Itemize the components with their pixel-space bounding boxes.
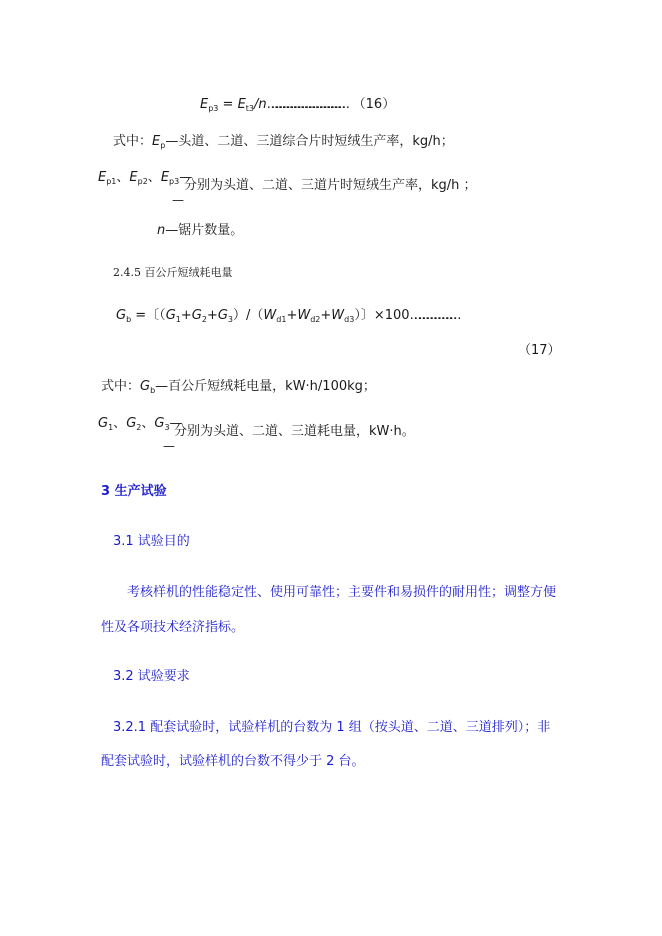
formula-16-lhs: E [200,97,209,112]
formula-16-rhs-sub: t3 [245,104,255,113]
symbol-ep1: E [98,170,107,185]
symbol-ep3-sub: p3 [169,177,180,186]
symbol-ep1-sub: p1 [106,177,117,186]
paragraph-3-1-line-2: 性及各项技术经济指标。 [101,620,245,635]
definition-symbol-sub: b [150,386,156,395]
separator: 、 [141,416,155,431]
formula-16-dots: …………………………………………………… [266,97,341,112]
definition-n [157,223,243,239]
formula-17-g1: G [165,308,176,323]
formula-17-g1-sub: 1 [175,315,181,324]
separator: 、 [116,170,130,185]
definition-prefix: 式中： [113,134,153,149]
wrapped-dash: — [163,439,175,453]
formula-17-g2: G [191,308,202,323]
formula-17 [116,308,452,328]
formula-16-rhs-tail: /n [254,97,267,112]
paragraph-3-1-line-1: 考核样机的性能稳定性、使用可靠性；主要件和易损件的耐用性；调整方便 [127,585,557,600]
separator: 、 [113,416,127,431]
section-3-2-heading: 3.2 试验要求 [113,669,190,684]
formula-17-plus: + [180,308,192,323]
dash: — [179,170,189,185]
section-2-4-5-heading: 2.4.5 百公斤短绒耗电量 [113,266,233,279]
formula-17-w1-sub: d1 [276,315,287,324]
formula-17-lhs-sub: b [126,315,132,324]
formula-16-rhs: E [237,97,246,112]
separator: 、 [147,170,161,185]
formula-17-w2: W [297,308,311,323]
formula-17-part: ）〕×100 [354,308,410,323]
formula-16-lhs-sub: p3 [208,104,219,113]
symbol-g2-sub: 2 [136,423,142,432]
definition-symbol: G [140,379,151,394]
paragraph-3-2-1-line-1: 3.2.1 配套试验时，试验样机的台数为 1 组（按头道、二道、三道排列）；非 [113,720,551,735]
formula-17-number: （17） [518,343,561,358]
definition-prefix: 式中： [101,379,141,394]
formula-17-g2-sub: 2 [201,315,207,324]
section-3-1-heading: 3.1 试验目的 [113,534,190,549]
formula-17-g3: G [217,308,228,323]
formula-17-dots: …………………………… [409,308,453,323]
formula-17-plus: + [320,308,332,323]
formula-16-eq: = [218,97,238,112]
definition-ep123 [98,170,188,190]
definition-text: —百公斤短绒耗电量，kW·h/100kg； [155,379,376,394]
wrapped-dash: — [172,193,184,207]
definition-symbol: E [152,134,161,149]
definition-ep [113,134,454,154]
symbol-g1: G [98,416,109,431]
symbol-g3-sub: 3 [164,423,170,432]
definition-text: 分别为头道、二道、三道片时短绒生产率，kg/h ； [184,178,477,193]
formula-17-w3: W [331,308,345,323]
formula-17-g3-sub: 3 [227,315,234,324]
definition-symbol-sub: p [160,141,166,150]
symbol-ep2: E [129,170,138,185]
definition-g123-text [174,424,415,440]
symbol-g3: G [154,416,165,431]
symbol-g1-sub: 1 [108,423,114,432]
definition-text: —锯片数量。 [165,223,244,238]
formula-17-plus: + [206,308,218,323]
formula-17-w2-sub: d2 [310,315,321,324]
formula-17-w3-sub: d3 [344,315,355,324]
symbol-ep3: E [160,170,170,185]
formula-17-w1: W [263,308,277,323]
formula-17-lhs: G [116,308,127,323]
formula-17-part: ）/（ [233,308,264,323]
definition-ep123-text [184,178,477,194]
paragraph-3-2-1-line-2: 配套试验时，试验样机的台数不得少于 2 台。 [101,754,365,769]
formula-16-number: （16） [352,97,396,112]
symbol-n: n [157,223,166,238]
symbol-ep2-sub: p2 [137,177,148,186]
definition-gb [101,379,376,399]
definition-g123 [98,416,179,436]
section-3-heading: 3 生产试验 [101,484,167,499]
formula-17-plus: + [286,308,298,323]
definition-text: —头道、二道、三道综合片时短绒生产率，kg/h； [165,134,454,149]
formula-16 [200,97,395,117]
symbol-g2: G [126,416,137,431]
dash: — [169,416,179,431]
definition-text: 分别为头道、二道、三道耗电量，kW·h。 [174,424,415,439]
formula-17-part: =〔（ [131,308,166,323]
